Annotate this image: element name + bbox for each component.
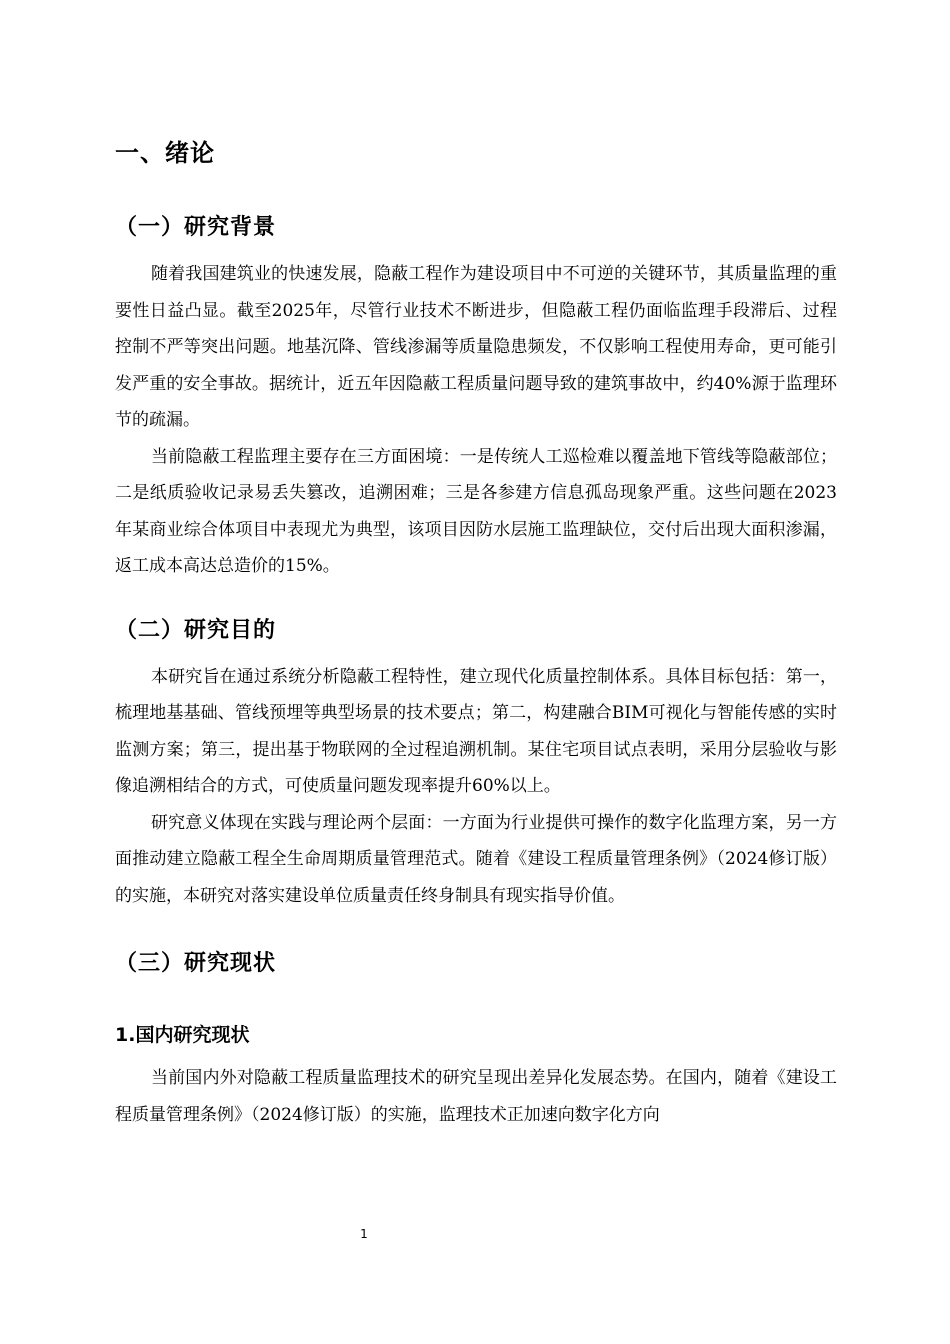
background-paragraph-1: 随着我国建筑业的快速发展，隐蔽工程作为建设项目中不可逆的关键环节，其质量监理的重要性日益凸显。截至2025年，尽管行业技术不断进步，但隐蔽工程仍面临监理手段滞后、过程控制不严等突出问题。地基沉降、管线渗漏等质量隐患频发，不仅影响工程使用寿命，更可能引发严重的安全事故。据统计，近五年因隐蔽工程质量问题导致的建筑事故中，约40%源于监理环节的疏漏。: [115, 264, 837, 430]
section-spacer: [115, 585, 837, 607]
subsection-title-domestic: 1.国内研究现状: [115, 1024, 250, 1046]
page-number: 1: [360, 1227, 368, 1241]
section-title-purpose: （二）研究目的: [115, 617, 277, 643]
page-content: [115, 128, 837, 1133]
domestic-paragraph-1: 当前国内外对隐蔽工程质量监理技术的研究呈现出差异化发展态势。在国内，随着《建设工程质量管理条例》（2024修订版）的实施，监理技术正加速向数字化方向: [115, 1068, 837, 1125]
chapter-title: 一、绪论: [115, 139, 215, 167]
section-spacer: [115, 914, 837, 940]
purpose-paragraph-2: 研究意义体现在实践与理论两个层面：一方面为行业提供可操作的数字化监理方案，另一方面推动建立隐蔽工程全生命周期质量管理范式。随着《建设工程质量管理条例》（2024修订版）的实施，本研究对落实建设单位质量责任终身制具有现实指导价值。: [115, 812, 837, 906]
background-paragraph-2: 当前隐蔽工程监理主要存在三方面困境：一是传统人工巡检难以覆盖地下管线等隐蔽部位；二是纸质验收记录易丢失篡改，追溯困难；三是各参建方信息孤岛现象严重。这些问题在2023年某商业综合体项目中表现尤为典型，该项目因防水层施工监理缺位，交付后出现大面积渗漏，返工成本高达总造价的15%。: [115, 446, 837, 576]
purpose-paragraph-1: 本研究旨在通过系统分析隐蔽工程特性，建立现代化质量控制体系。具体目标包括：第一，梳理地基基础、管线预埋等典型场景的技术要点；第二，构建融合BIM可视化与智能传感的实时监测方案；第三，提出基于物联网的全过程追溯机制。某住宅项目试点表明，采用分层验收与影像追溯相结合的方式，可使质量问题发现率提升60%以上。: [115, 666, 837, 796]
section-title-background: （一）研究背景: [115, 215, 277, 240]
section-spacer: [115, 992, 837, 1014]
section-title-status: （三）研究现状: [115, 951, 277, 976]
